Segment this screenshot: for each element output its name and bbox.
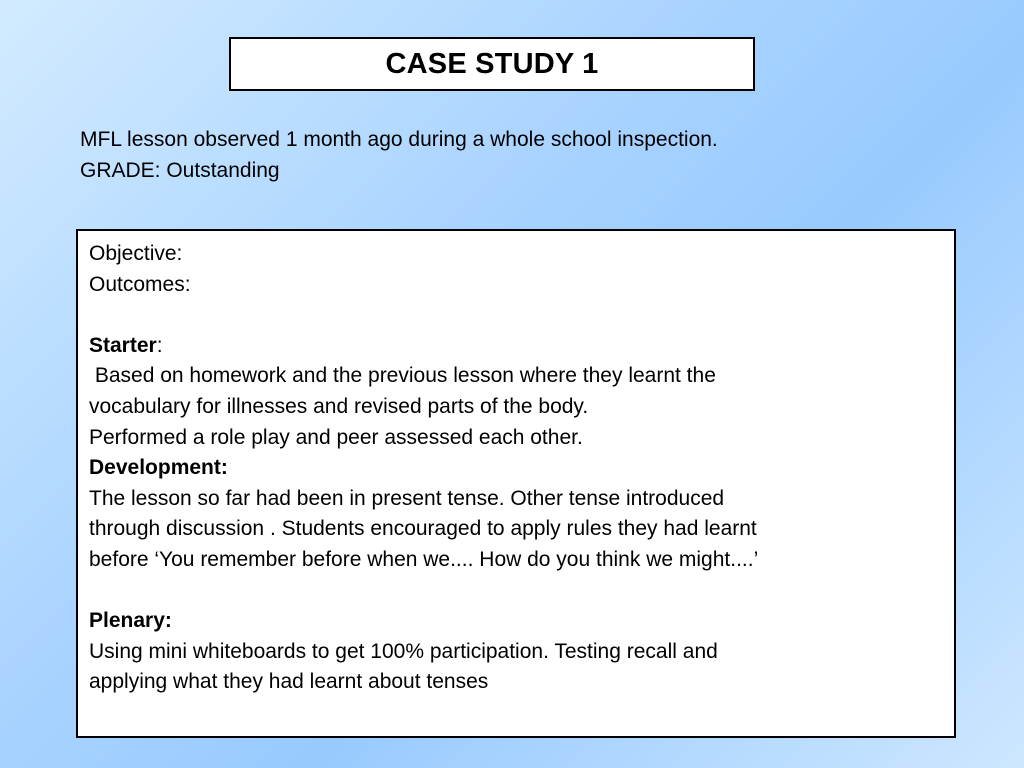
objective-label: Objective: (89, 242, 183, 265)
page-title: CASE STUDY 1 (385, 47, 599, 80)
starter-heading: Starter (89, 333, 157, 357)
title-box (229, 37, 755, 91)
lesson-details-text (89, 239, 946, 698)
intro-line-grade: GRADE: Outstanding (80, 159, 280, 182)
starter-line: Based on homework and the previous lesson where they learnt the (89, 364, 716, 388)
intro-line-observation: MFL lesson observed 1 month ago during a whole school inspection. (80, 128, 718, 151)
development-line: through discussion . Students encouraged to apply rules they had learnt (89, 517, 757, 541)
plenary-line: Using mini whiteboards to get 100% participation. Testing recall and (89, 639, 718, 663)
plenary-line: applying what they had learnt about tenses (89, 670, 489, 694)
starter-line: Performed a role play and peer assessed each other. (89, 425, 583, 449)
intro-text (80, 124, 718, 186)
starter-heading-line (89, 331, 946, 362)
development-line: The lesson so far had been in present tense. Other tense introduced (89, 486, 725, 510)
starter-colon: : (156, 333, 163, 357)
starter-line: vocabulary for illnesses and revised parts of the body. (89, 394, 589, 418)
outcomes-label: Outcomes: (89, 272, 191, 296)
spacer (89, 300, 946, 331)
lesson-details-box (76, 229, 956, 738)
development-line: before ‘You remember before when we.... How do you think we might....’ (89, 547, 759, 571)
plenary-heading: Plenary: (89, 609, 172, 633)
spacer (89, 576, 946, 607)
development-heading: Development: (89, 456, 228, 480)
